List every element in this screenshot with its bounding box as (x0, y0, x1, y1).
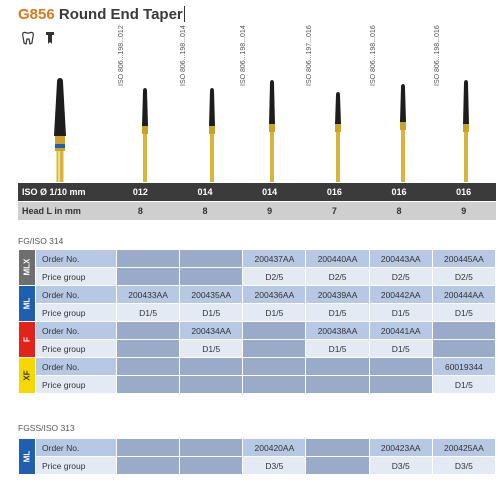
bur-illustrations (0, 70, 500, 182)
head-length-row (18, 202, 496, 220)
row-label: Order No. (36, 358, 117, 376)
iso-size-cell: 016 (456, 187, 472, 197)
head-length-cell: 8 (137, 206, 143, 216)
head-length-cell: 9 (267, 206, 273, 216)
iso-label-3: ISO 806...198...014 (240, 25, 247, 86)
row-label: Price group (36, 457, 117, 475)
section-label-fgss: FGSS/ISO 313 (18, 423, 75, 433)
group-badge-xf: XF (19, 358, 36, 394)
bur-2 (206, 88, 218, 182)
price-cell (432, 340, 495, 358)
order-cell: 200423AA (369, 439, 432, 457)
group-badge-f: F (19, 322, 36, 358)
table-row (19, 358, 496, 376)
iso-size-label: ISO Ø 1/10 mm (22, 187, 86, 197)
table-row (19, 268, 496, 286)
order-cell: 200443AA (369, 250, 432, 268)
bur-large (48, 78, 72, 182)
table-row (19, 376, 496, 394)
row-label: Price group (36, 376, 117, 394)
iso-size-cell: 012 (132, 187, 148, 197)
price-cell (180, 268, 243, 286)
price-cell (306, 457, 369, 475)
row-label: Order No. (36, 439, 117, 457)
product-title (18, 6, 185, 23)
price-cell: D1/5 (369, 340, 432, 358)
order-cell (117, 322, 180, 340)
price-cell (180, 376, 243, 394)
tooth-crown-icon (20, 30, 36, 46)
order-cell (180, 358, 243, 376)
order-cell: 200441AA (369, 322, 432, 340)
order-cell: 200433AA (117, 286, 180, 304)
order-cell: 200436AA (243, 286, 306, 304)
head-length-label: Head L in mm (22, 206, 81, 216)
price-cell: D1/5 (180, 340, 243, 358)
table-row (19, 340, 496, 358)
order-cell (180, 439, 243, 457)
iso-label-1: ISO 806...198...012 (118, 25, 125, 86)
order-cell (306, 358, 369, 376)
price-cell (243, 340, 306, 358)
order-cell: 200442AA (369, 286, 432, 304)
product-name: Round End Taper (58, 6, 183, 23)
iso-size-cell: 016 (391, 187, 407, 197)
price-cell (306, 376, 369, 394)
bur-3 (266, 80, 278, 182)
row-label: Order No. (36, 250, 117, 268)
order-cell: 200439AA (306, 286, 369, 304)
head-length-cell: 8 (396, 206, 402, 216)
head-length-cell: 7 (331, 206, 337, 216)
price-cell (117, 457, 180, 475)
price-cell: D1/5 (306, 340, 369, 358)
table-row (19, 457, 496, 475)
usage-icons (20, 30, 58, 46)
order-cell: 200444AA (432, 286, 495, 304)
order-cell: 60019344 (432, 358, 495, 376)
iso-label-2: ISO 806...198...014 (180, 25, 187, 86)
order-cell (432, 322, 495, 340)
order-cell (117, 250, 180, 268)
order-cell: 200434AA (180, 322, 243, 340)
bur-5 (397, 84, 409, 182)
row-label: Price group (36, 268, 117, 286)
row-label: Price group (36, 340, 117, 358)
iso-label-6: ISO 806...198...016 (434, 25, 441, 86)
table-row (19, 322, 496, 340)
iso-label-4: ISO 806...197...016 (306, 25, 313, 86)
price-cell: D2/5 (369, 268, 432, 286)
iso-label-5: ISO 806...198...016 (370, 25, 377, 86)
order-cell (117, 358, 180, 376)
bur-4 (332, 92, 344, 182)
price-cell (117, 340, 180, 358)
row-label: Order No. (36, 286, 117, 304)
order-cell: 200425AA (432, 439, 495, 457)
price-cell (180, 457, 243, 475)
order-cell: 200420AA (243, 439, 306, 457)
price-cell: D3/5 (369, 457, 432, 475)
section-label-fg: FG/ISO 314 (18, 236, 64, 246)
order-cell: 200438AA (306, 322, 369, 340)
head-length-cell: 9 (461, 206, 467, 216)
iso-size-cell: 016 (326, 187, 342, 197)
price-cell (117, 376, 180, 394)
price-cell: D3/5 (432, 457, 495, 475)
price-cell: D1/5 (432, 304, 495, 322)
table-row (19, 439, 496, 457)
order-cell: 200437AA (243, 250, 306, 268)
price-cell: D2/5 (243, 268, 306, 286)
order-cell: 200440AA (306, 250, 369, 268)
price-cell: D2/5 (432, 268, 495, 286)
table-row (19, 304, 496, 322)
order-cell (117, 439, 180, 457)
order-cell: 200435AA (180, 286, 243, 304)
row-label: Price group (36, 304, 117, 322)
price-cell (243, 376, 306, 394)
order-cell (180, 250, 243, 268)
tooth-root-icon (42, 30, 58, 46)
price-cell (369, 376, 432, 394)
price-cell: D1/5 (180, 304, 243, 322)
order-cell (243, 358, 306, 376)
fgss-order-table (18, 438, 496, 475)
price-cell: D1/5 (369, 304, 432, 322)
iso-size-row (18, 183, 496, 201)
row-label: Order No. (36, 322, 117, 340)
text-cursor (184, 6, 185, 22)
price-cell (117, 268, 180, 286)
bur-1 (139, 88, 151, 182)
table-row (19, 286, 496, 304)
group-badge-ml: ML (19, 286, 36, 322)
head-length-cell: 8 (202, 206, 208, 216)
order-cell (306, 439, 369, 457)
product-code: G856 (18, 6, 55, 23)
order-cell (369, 358, 432, 376)
price-cell: D1/5 (306, 304, 369, 322)
price-cell: D1/5 (117, 304, 180, 322)
group-badge-mlx: MLX (19, 250, 36, 286)
group-badge-ml: ML (19, 439, 36, 475)
price-cell: D3/5 (243, 457, 306, 475)
price-cell: D2/5 (306, 268, 369, 286)
price-cell: D1/5 (432, 376, 495, 394)
bur-6 (460, 80, 472, 182)
fg-order-table (18, 249, 496, 394)
table-row (19, 250, 496, 268)
order-cell: 200445AA (432, 250, 495, 268)
price-cell: D1/5 (243, 304, 306, 322)
iso-size-cell: 014 (262, 187, 278, 197)
order-cell (243, 322, 306, 340)
iso-size-cell: 014 (197, 187, 213, 197)
